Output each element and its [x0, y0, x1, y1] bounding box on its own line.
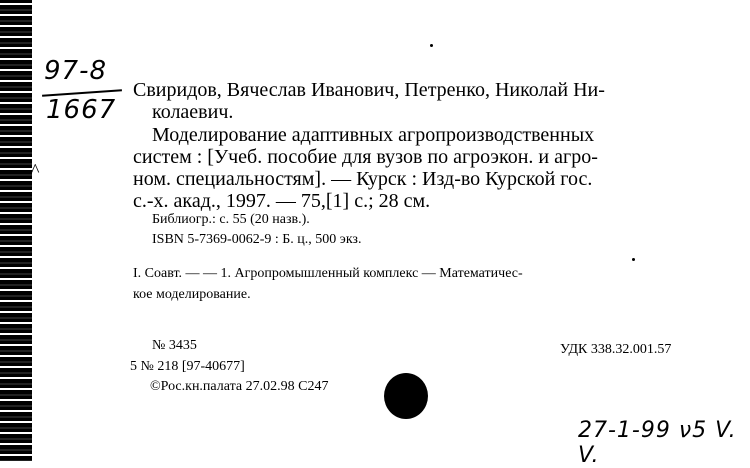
title-line-4: с.-х. акад., 1997. — 75,[1] с.; 28 см. — [133, 190, 431, 212]
author-line-2: колаевич. — [152, 101, 234, 123]
card-number: 5 № 218 [97-40677] — [130, 359, 245, 374]
edge-mark: ^ — [31, 160, 40, 180]
bibliography-note: Библиогр.: с. 55 (20 назв.). — [152, 212, 310, 227]
scan-edge-bar — [0, 0, 32, 461]
book-chamber-stamp: ©Рос.кн.палата 27.02.98 С247 — [150, 379, 329, 394]
call-number-top: 97-8 — [44, 56, 108, 86]
ink-blot — [384, 373, 428, 419]
isbn-line: ISBN 5-7369-0062-9 : Б. ц., 500 экз. — [152, 232, 362, 247]
tracing-line-2: кое моделирование. — [133, 287, 251, 302]
registration-number: № 3435 — [152, 338, 197, 353]
speck — [430, 44, 433, 47]
title-line-2: систем : [Учеб. пособие для вузов по агроэкон. и агро- — [133, 146, 598, 168]
call-number-bottom: 1667 — [46, 95, 117, 125]
speck — [632, 258, 635, 261]
title-line-1: Моделирование адаптивных агропроизводственных — [152, 124, 595, 146]
handwritten-signature: 27-1-99 ν5 V. V. — [578, 418, 737, 468]
title-line-3: ном. специальностям]. — Курск : Изд-во Курской гос. — [133, 168, 593, 190]
tracing-line-1: I. Соавт. — — 1. Агропромышленный комплекс — Математичес- — [133, 266, 523, 281]
udk-code: УДК 338.32.001.57 — [560, 342, 672, 357]
author-line-1: Свиридов, Вячеслав Иванович, Петренко, Николай Ни- — [133, 79, 605, 101]
